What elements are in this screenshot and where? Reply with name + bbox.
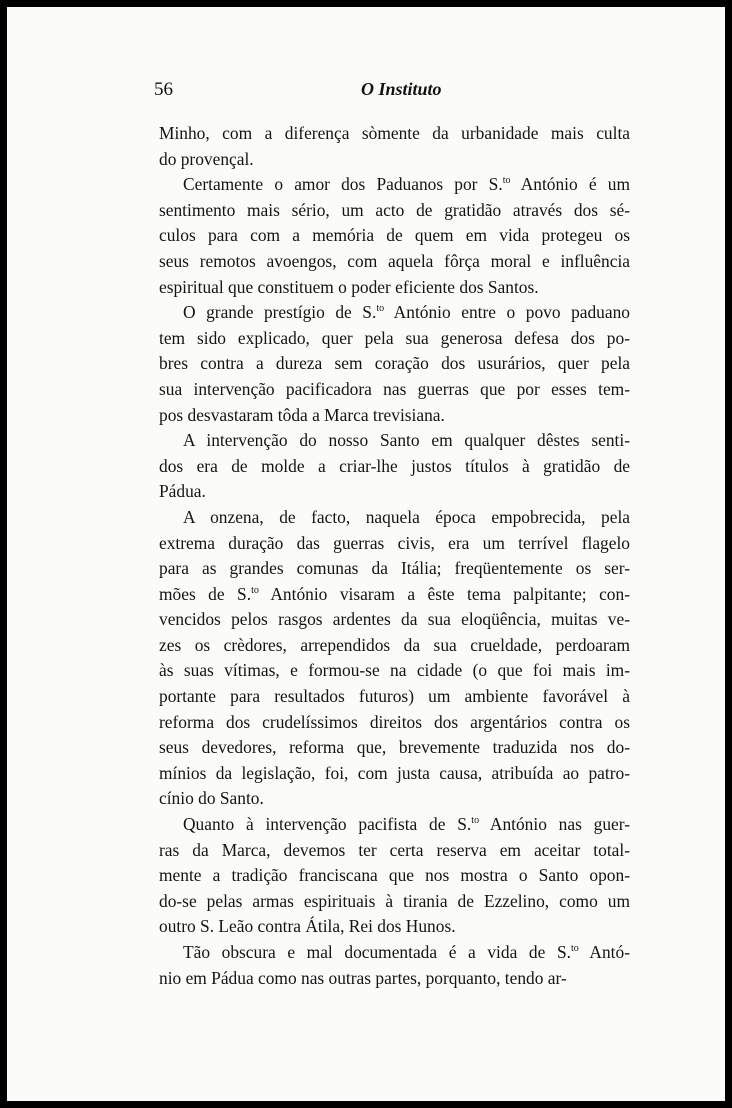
text-line: mente a tradição franciscana que nos mostra o Santo opon- [159,865,630,886]
text-line: sentimento mais sério, um acto de gratidão através dos sé- [159,199,630,220]
text-line: Certamente o amor dos Paduanos por S.$^{to}$ António é um [183,174,630,195]
paragraph [159,428,630,505]
text-line: Quanto à intervenção pacifista de S.$^{to}$ António nas guer- [183,814,630,835]
body-text [159,121,630,991]
text-line: A intervenção do nosso Santo em qualquer dêstes senti- [183,430,630,451]
text-line: extrema duração das guerras civis, era um terrível flagelo [159,532,630,553]
text-line: vencidos pelos rasgos ardentes da sua eloqüência, muitas ve- [159,609,630,630]
page-header [7,79,725,109]
text-line: portante para resultados futuros) um ambiente favorável à [159,686,630,707]
text-line: A onzena, de facto, naquela época empobrecida, pela [183,506,630,527]
text-line: zes os crèdores, arrependidos da sua crueldade, perdoaram [159,634,630,655]
text-line: dos era de molde a criar-lhe justos títulos à gratidão de [159,455,630,476]
text-line: cínio do Santo. [159,788,264,809]
paragraph [159,812,630,940]
paragraph [159,300,630,428]
text-line: Pádua. [159,481,206,502]
text-line: seus remotos avoengos, com aquela fôrça moral e influência [159,250,630,271]
text-line: culos para com a memória de quem em vida protegeu os [159,225,630,246]
page-number: 56 [154,79,173,100]
text-line: Minho, com a diferença sòmente da urbanidade mais culta [159,123,630,143]
text-line: seus devedores, reforma que, brevemente traduzida nos do- [159,737,630,758]
text-line: mões de S.$^{to}$ António visaram a êste tema palpitante; con- [159,583,630,604]
paragraph [159,121,630,172]
text-line: do-se pelas armas espirituais à tirania de Ezzelino, como um [159,890,630,911]
paragraph [159,505,630,812]
text-line: do provençal. [159,148,254,169]
paragraph [159,172,630,300]
paragraph [159,940,630,991]
text-line: tem sido explicado, quer pela sua generosa defesa dos po- [159,327,630,348]
text-line: O grande prestígio de S.$^{to}$ António entre o povo paduano [183,302,630,323]
text-line: bres contra a dureza sem coração dos usurários, quer pela [159,353,630,374]
text-line: espiritual que constituem o poder eficiente dos Santos. [159,276,539,297]
text-line: pos desvastaram tôda a Marca trevisiana. [159,404,445,425]
text-line: Tão obscura e mal documentada é a vida de S.$^{to}$ Antó- [183,942,630,962]
text-line: ras da Marca, devemos ter certa reserva em aceitar total- [159,839,630,860]
text-line: nio em Pádua como nas outras partes, porquanto, tendo ar- [159,967,567,988]
text-line: reforma dos crudelíssimos direitos dos argentários contra os [159,711,630,732]
text-line: mínios da legislação, foi, com justa causa, atribuída ao patro- [159,762,630,783]
text-line: às suas vítimas, e formou-se na cidade (o que foi mais im- [159,660,630,681]
text-line: para as grandes comunas da Itália; freqüentemente os ser- [159,558,630,579]
text-line: outro S. Leão contra Átila, Rei dos Hunos. [159,916,456,937]
running-title: O Instituto [361,79,442,99]
book-page [7,7,725,1101]
text-line: sua intervenção pacificadora nas guerras que por esses tem- [159,378,630,399]
